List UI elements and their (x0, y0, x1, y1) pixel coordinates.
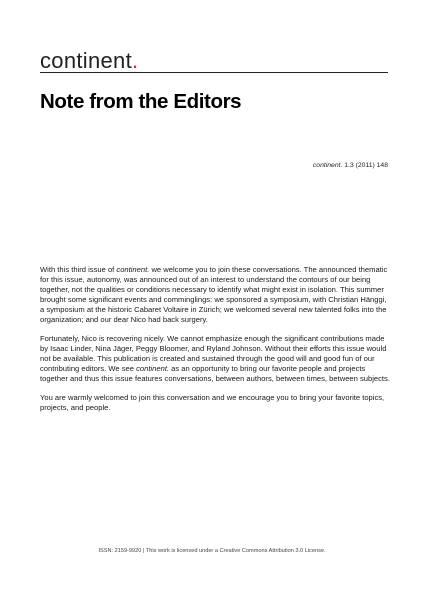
journal-name: continent (40, 48, 132, 73)
paragraph-2-part-a: Fortunately, Nico is recovering nicely. We cannot emphasize enough the significant contributions made by Isaac Linder, Nina Jäger, Peggy Bloomer, and Ryland Johnson. Without their efforts this issue would not be available. This publication is created and sustained through the good will and good fun of our contributing editors. We see (40, 334, 387, 373)
article-citation (313, 162, 388, 169)
article-title: Note from the Editors (40, 90, 242, 113)
paragraph-2-journal: continent. (136, 364, 170, 373)
citation-volume: 1.3 (2011) 148 (342, 162, 388, 169)
paragraph-3: You are warmly welcomed to join this conversation and we encourage you to bring your favorite topics, projects, and people. (40, 393, 385, 412)
license-footer: ISSN: 2159-9920 | This work is licensed under a Creative Commons Attribution 3.0 License. (98, 548, 326, 554)
paragraph-1-journal: continent. (116, 265, 150, 274)
paragraph-1-part-b: we welcome you to join these conversations. The announced thematic for this issue, autonomy, was announced out of an interest to understand the contours of our being together, not the qualities or conditions necessary to identify what might exist in isolation. This summer brought some significant events and comminglings: we sponsored a symposium, with Christian Hänggi, a symposium at the historic Cabaret Voltaire in Zürich; we welcomed several new talented folks into the organization; and our dear Nico had back surgery. (40, 265, 388, 324)
paragraph-2-part-b: as an opportunity to bring our favorite people and projects together and thus this issue features conversations, between authors, between times, between subjects. (40, 364, 390, 383)
header-rule (40, 72, 388, 73)
paragraph-1 (40, 265, 390, 325)
paragraph-2 (40, 334, 390, 384)
article-body (40, 265, 390, 422)
journal-name-dot: . (132, 48, 139, 73)
paragraph-1-part-a: With this third issue of (40, 265, 117, 274)
journal-masthead (40, 50, 138, 72)
citation-journal: continent. (312, 162, 343, 169)
